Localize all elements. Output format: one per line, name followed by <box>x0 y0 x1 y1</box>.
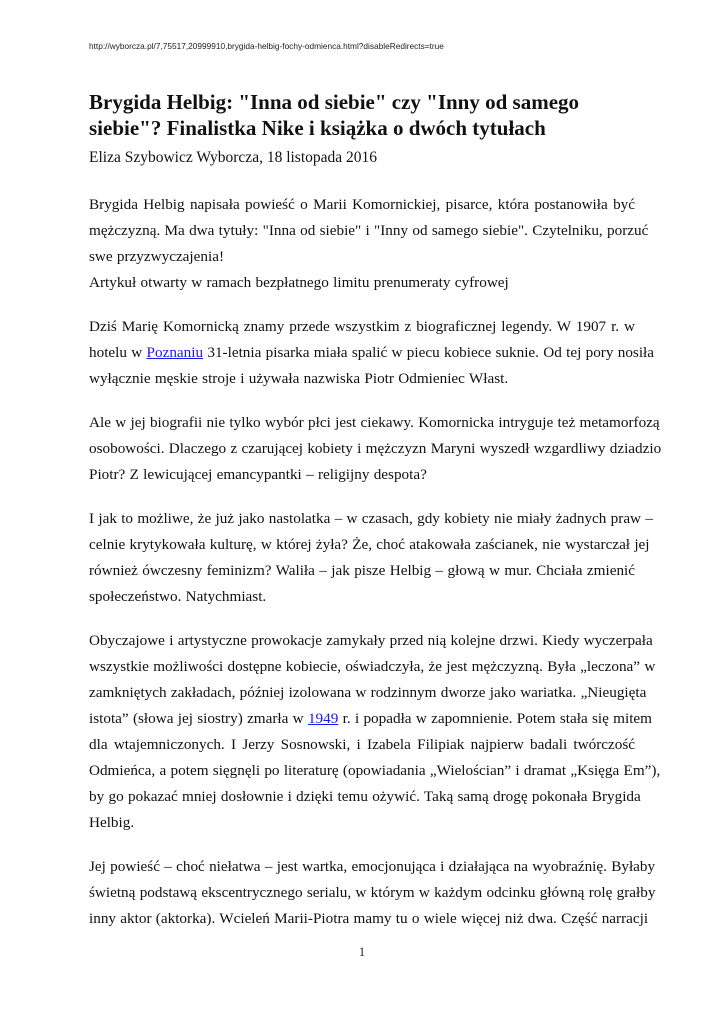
text-line: wszystkie możliwości dostępne kobiecie, oświadczyła, że jest mężczyzną. Była „leczona” w <box>89 658 656 675</box>
text-line: Piotr? Z lewicującej emancypantki – religijny despota? <box>89 466 427 483</box>
text-line: inny aktor (aktorka). Wcieleń Marii-Piotra mamy tu o wiele więcej niż dwa. Część narracji <box>89 910 649 927</box>
link-poznan[interactable]: Poznaniu <box>146 344 204 361</box>
text-line: wyłącznie męskie stroje i używała nazwiska Piotr Odmieniec Włast. <box>89 370 509 387</box>
text-line: Ale w jej biografii nie tylko wybór płci jest ciekawy. Komornicka intryguje też metamorfozą <box>89 414 660 431</box>
text-line: Brygida Helbig napisała powieść o Marii Komornickiej, pisarce, która postanowiła być <box>89 196 635 213</box>
paragraph-2 <box>89 410 662 488</box>
text-segment: r. i popadła w zapomnienie. Potem stała się mitem <box>338 710 652 727</box>
text-segment: istota” (słowa jej siostry) zmarła w <box>89 710 308 727</box>
link-1949[interactable]: 1949 <box>307 710 339 727</box>
text-line: celnie krytykowała kulturę, w której żyła? Że, choć atakowała zaścianek, nie wystarczał jej <box>89 536 650 553</box>
source-url: http://wyborcza.pl/7,75517,20999910,brygida-helbig-fochy-odmienca.html?disableRedirects=true <box>89 41 444 51</box>
text-line: Obyczajowe i artystyczne prowokacje zamykały przed nią kolejne drzwi. Kiedy wyczerpała <box>89 632 653 649</box>
text-line: Artykuł otwarty w ramach bezpłatnego limitu prenumeraty cyfrowej <box>89 274 509 291</box>
text-line: I jak to możliwe, że już jako nastolatka – w czasach, gdy kobiety nie miały żadnych praw – <box>89 510 653 527</box>
text-line: świetną podstawą ekscentrycznego serialu, w którym w każdym odcinku główną rolę grałby <box>89 884 656 901</box>
text-line: dla wtajemniczonych. I Jerzy Sosnowski, i Izabela Filipiak najpierw badali twórczość <box>89 736 635 753</box>
subscription-note <box>89 270 635 296</box>
text-line: swe przyzwyczajenia! <box>89 248 224 265</box>
text-line <box>89 340 655 366</box>
text-line: zamkniętych zakładach, później izolowana w rodzinnym dworze jako wariatka. „Nieugięta <box>89 684 647 701</box>
article-body <box>89 192 662 950</box>
text-line <box>89 706 652 732</box>
paragraph-5 <box>89 854 656 932</box>
paragraph-1 <box>89 314 655 392</box>
article-lead <box>89 192 649 270</box>
article-byline: Eliza Szybowicz Wyborcza, 18 listopada 2016 <box>89 149 378 166</box>
text-line: osobowości. Dlaczego z czarującej kobiety i mężczyzn Maryni wyszedł wzgardliwy dziadzio <box>89 440 662 457</box>
text-line: Helbig. <box>89 814 135 831</box>
text-line: Dziś Marię Komornicką znamy przede wszystkim z biograficznej legendy. W 1907 r. w <box>89 318 635 335</box>
paragraph-3 <box>89 506 653 610</box>
text-line: by go pokazać mniej dosłownie i dzięki temu ożywić. Taką samą drogę pokonała Brygida <box>89 788 641 805</box>
article-title: Brygida Helbig: "Inna od siebie" czy "Inny od samego siebie"? Finalistka Nike i książka o dwóch tytułach <box>89 90 580 140</box>
text-line: Jej powieść – choć niełatwa – jest wartka, emocjonująca i działająca na wyobraźnię. Byłaby <box>89 858 656 875</box>
text-line: mężczyzną. Ma dwa tytuły: "Inna od siebie" i "Inny od samego siebie". Czytelniku, porzuć <box>89 222 649 239</box>
text-line: społeczeństwo. Natychmiast. <box>89 588 267 605</box>
text-line: również ówczesny feminizm? Waliła – jak pisze Helbig – głową w mur. Chciała zmienić <box>89 562 635 579</box>
page-number: 1 <box>358 945 366 959</box>
text-line: Odmieńca, a potem sięgnęli po literaturę (opowiadania „Wielościan” i dramat „Księga Em”), <box>89 762 661 779</box>
paragraph-4 <box>89 628 661 836</box>
text-segment: 31-letnia pisarka miała spalić w piecu kobiece suknie. Od tej pory nosiła <box>203 344 655 361</box>
text-segment: hotelu w <box>89 344 147 361</box>
